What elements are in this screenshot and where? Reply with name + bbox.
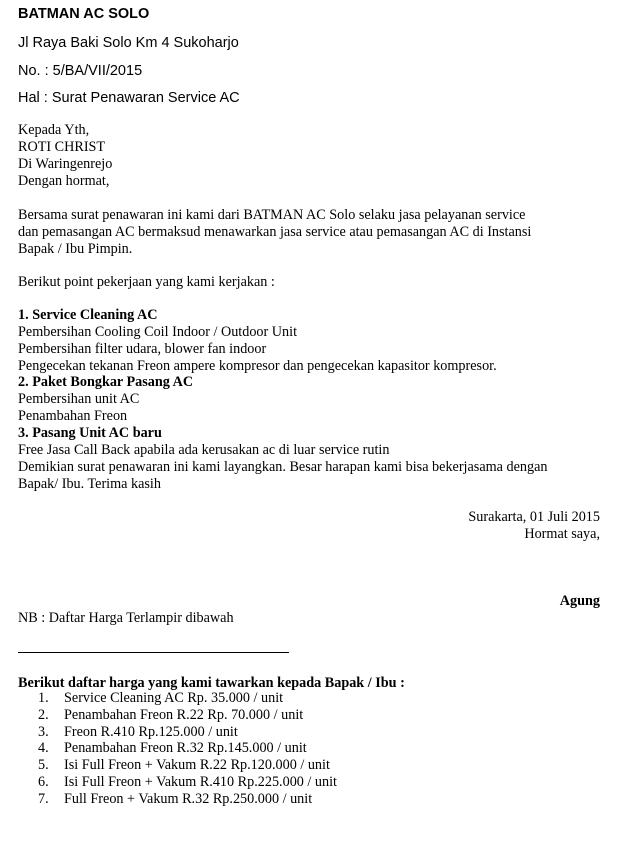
list-text: Full Freon + Vakum R.32 Rp.250.000 / unit (64, 790, 313, 807)
section-item: Pembersihan filter udara, blower fan indoor (18, 341, 267, 357)
list-item (38, 724, 337, 741)
regards: Hormat saya, (524, 526, 600, 542)
signatory-name: Agung (559, 593, 600, 609)
list-text: Isi Full Freon + Vakum R.22 Rp.120.000 / unit (64, 757, 330, 774)
intro-line-2: dan pemasangan AC bermaksud menawarkan jasa service atau pemasangan AC di Instansi (18, 224, 532, 240)
list-number: 3. (38, 723, 49, 740)
list-text: Isi Full Freon + Vakum R.410 Rp.225.000 / unit (64, 773, 337, 790)
section-title: 1. Service Cleaning AC (18, 307, 158, 323)
price-list-title: Berikut daftar harga yang kami tawarkan kepada Bapak / Ibu : (18, 675, 405, 691)
list-number: 7. (38, 790, 49, 807)
section-title: 3. Pasang Unit AC baru (18, 425, 162, 441)
recipient-location: Di Waringenrejo (18, 156, 113, 172)
list-number: 6. (38, 773, 49, 790)
section-title: 2. Paket Bongkar Pasang AC (18, 374, 194, 390)
section-item: Free Jasa Call Back apabila ada kerusakan ac di luar service rutin (18, 442, 390, 458)
closing-line-1: Demikian surat penawaran ini kami layangkan. Besar harapan kami bisa bekerjasama dengan (18, 459, 548, 475)
company-address: Jl Raya Baki Solo Km 4 Sukoharjo (18, 35, 239, 51)
list-item (38, 791, 337, 808)
list-number: 5. (38, 757, 49, 774)
letter-number: No. : 5/BA/VII/2015 (18, 63, 143, 79)
list-number: 2. (38, 706, 49, 723)
section-item: Penambahan Freon (18, 408, 128, 424)
list-number: 1. (38, 690, 49, 706)
list-item (38, 690, 337, 707)
divider-line (18, 652, 289, 653)
section-item: Pembersihan unit AC (18, 391, 140, 407)
list-text: Freon R.410 Rp.125.000 / unit (64, 723, 238, 740)
closing-line-2: Bapak/ Ibu. Terima kasih (18, 476, 161, 492)
list-item (38, 740, 337, 757)
letter-subject: Hal : Surat Penawaran Service AC (18, 90, 240, 106)
list-item (38, 774, 337, 791)
company-name: BATMAN AC SOLO (18, 6, 150, 22)
list-text: Service Cleaning AC Rp. 35.000 / unit (64, 690, 284, 706)
price-list (38, 690, 337, 808)
salutation: Dengan hormat, (18, 173, 110, 189)
list-number: 4. (38, 740, 49, 757)
intro-line-1: Bersama surat penawaran ini kami dari BATMAN AC Solo selaku jasa pelayanan service (18, 207, 526, 223)
place-date: Surakarta, 01 Juli 2015 (468, 509, 600, 525)
points-intro: Berikut point pekerjaan yang kami kerjakan : (18, 274, 275, 290)
section-item: Pengecekan tekanan Freon ampere kompresor dan pengecekan kapasitor kompresor. (18, 358, 497, 374)
list-text: Penambahan Freon R.22 Rp. 70.000 / unit (64, 706, 304, 723)
note: NB : Daftar Harga Terlampir dibawah (18, 610, 234, 626)
list-item (38, 707, 337, 724)
list-text: Penambahan Freon R.32 Rp.145.000 / unit (64, 740, 307, 757)
recipient-name: ROTI CHRIST (18, 139, 106, 155)
recipient-greeting: Kepada Yth, (18, 122, 90, 138)
section-item: Pembersihan Cooling Coil Indoor / Outdoor Unit (18, 324, 298, 340)
intro-line-3: Bapak / Ibu Pimpin. (18, 241, 133, 257)
list-item (38, 757, 337, 774)
